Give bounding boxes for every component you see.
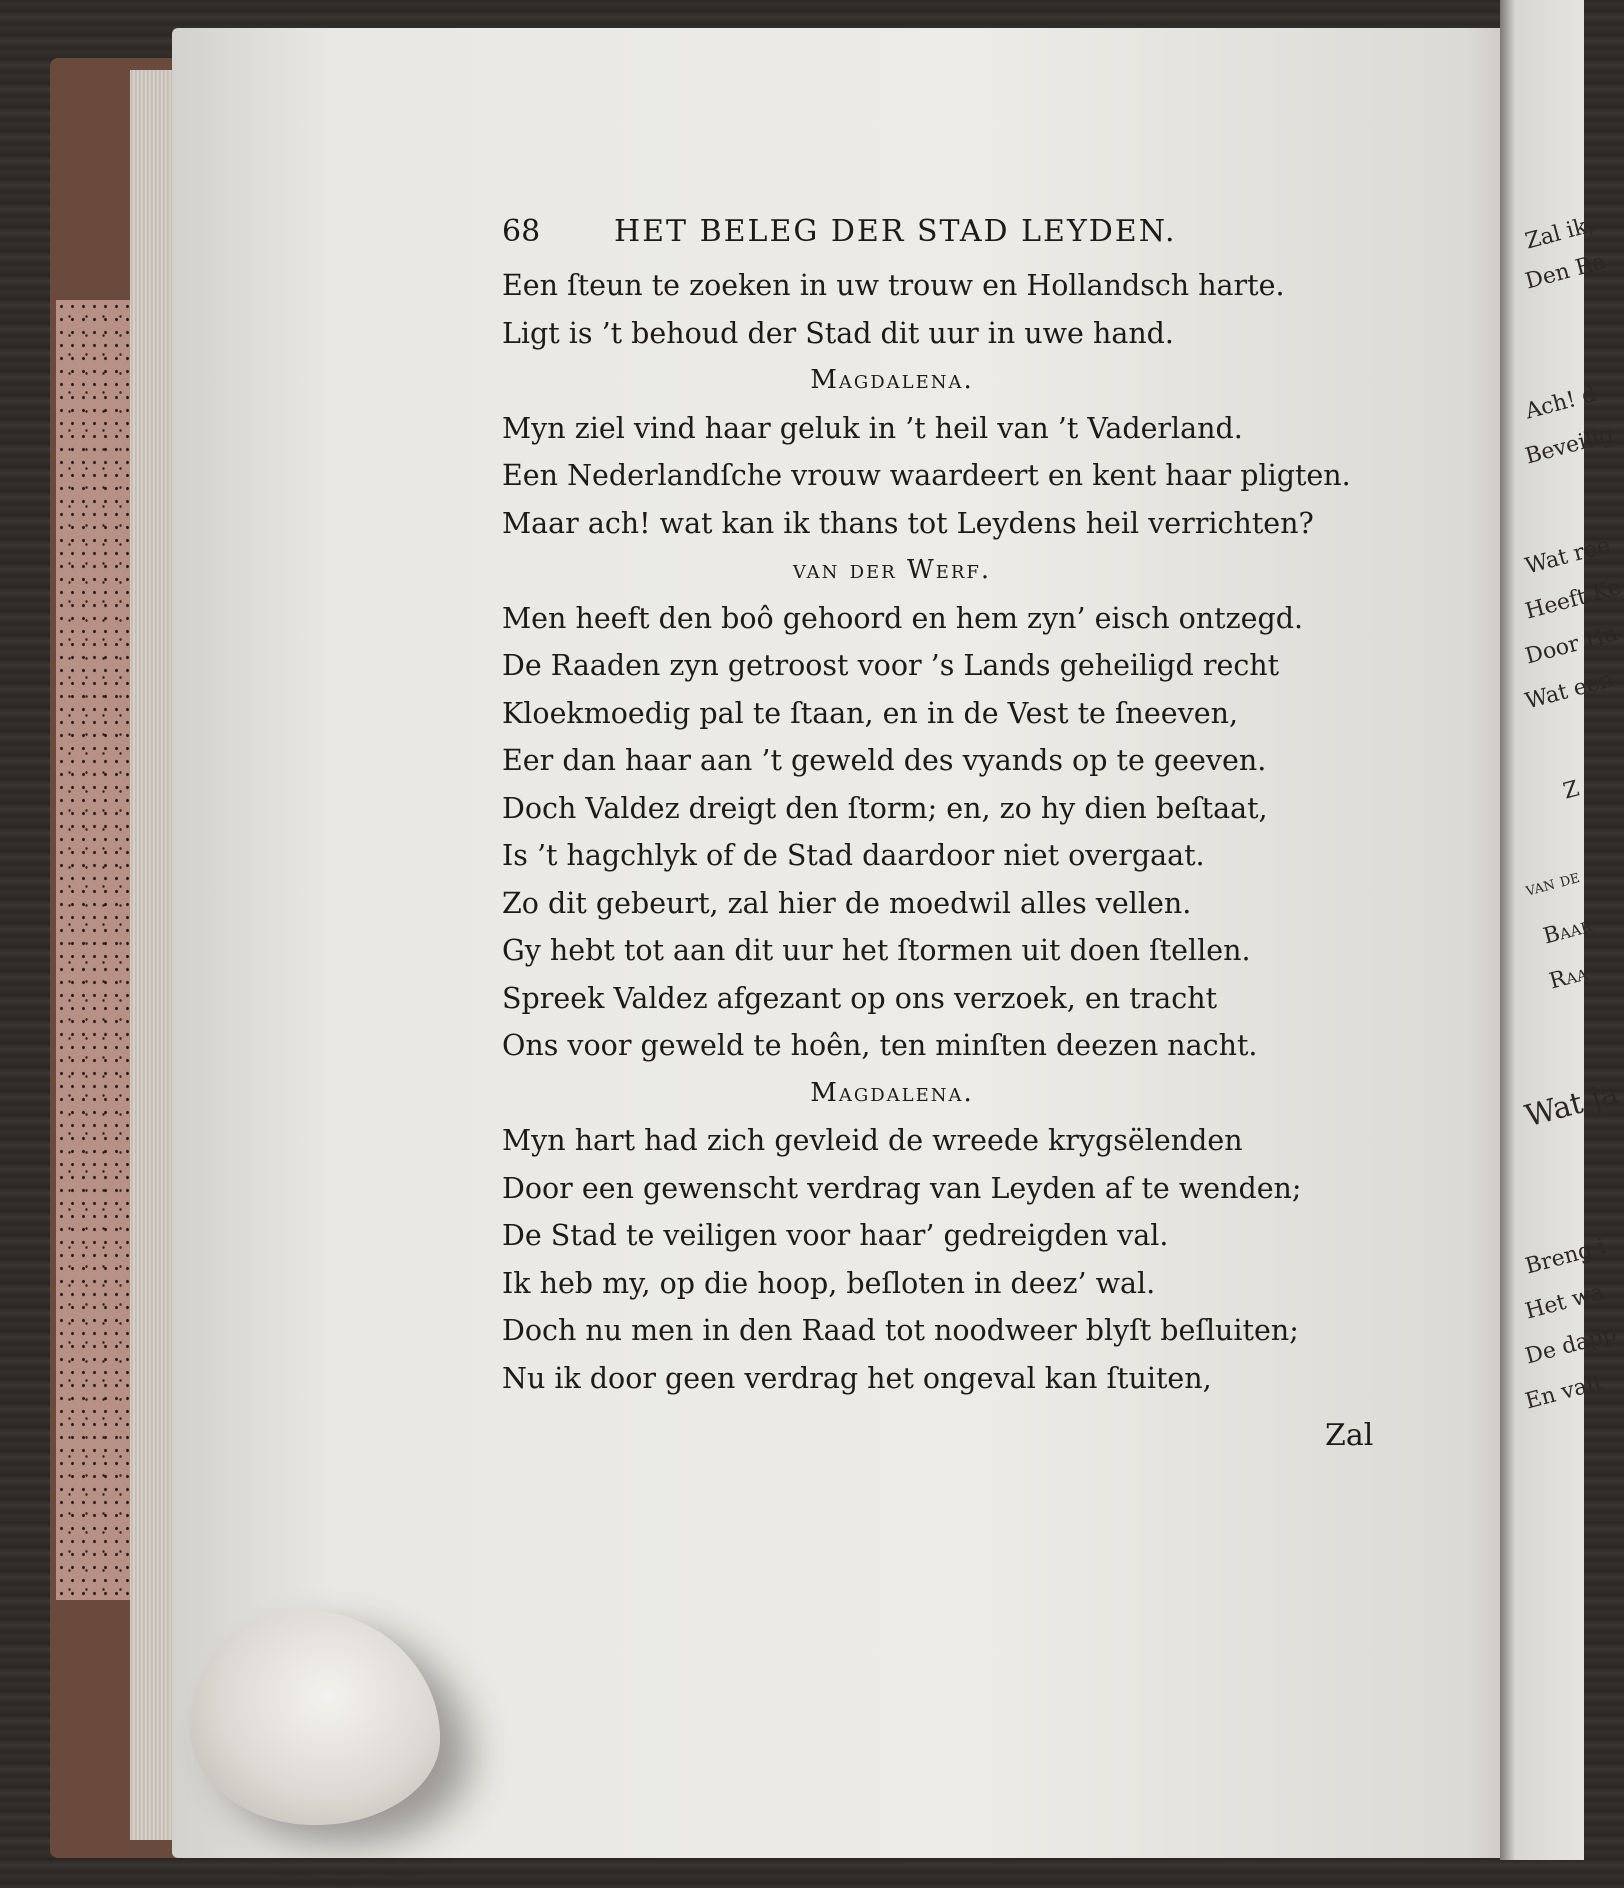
facing-page-fragment: Het wa bbox=[1522, 1279, 1607, 1325]
verse-line: Eer dan haar aan ’t geweld des vyands op te geeven. bbox=[502, 744, 1267, 777]
verse-line: Myn ziel vind haar geluk in ’t heil van ’t Vaderland. bbox=[502, 411, 1243, 445]
verse-line: Ik heb my, op die hoop, beſloten in deez’ wal. bbox=[502, 1266, 1156, 1300]
verse-line: Gy hebt tot aan dit uur het ſtormen uit doen ſtellen. bbox=[502, 934, 1251, 967]
verse-line: Een Nederlandſche vrouw waardeert en kent haar pligten. bbox=[502, 459, 1351, 492]
facing-page-fragment: Ach! d bbox=[1522, 381, 1600, 425]
speaker-heading: Magdalena. bbox=[810, 365, 974, 395]
running-head bbox=[502, 210, 1402, 262]
verse-line: Kloekmoedig pal te ſtaan, en in de Vest te ſneeven, bbox=[502, 696, 1239, 730]
verse-line: Maar ach! wat kan ik thans tot Leydens heil verrichten? bbox=[502, 506, 1314, 540]
facing-page-fragment: Baar bbox=[1540, 912, 1595, 950]
speckled-leather-binding bbox=[56, 300, 136, 1600]
facing-page-fragment: Heeft Ke bbox=[1522, 575, 1624, 625]
facing-page-fragment: Wat roe bbox=[1522, 533, 1613, 580]
facing-page-fragment: Wat ja bbox=[1521, 1076, 1623, 1135]
facing-page-fragment: Den Ra bbox=[1522, 249, 1609, 295]
running-title: HET BELEG DER STAD LEYDEN. bbox=[614, 214, 1177, 249]
facing-page-fragment: van de bbox=[1523, 866, 1582, 901]
page-text bbox=[502, 210, 1402, 1402]
verse-line: Ons voor geweld te hoên, ten minſten deezen nacht. bbox=[502, 1029, 1258, 1062]
facing-page-fragment: Raa bbox=[1546, 960, 1591, 995]
speaker-heading: van der Werf. bbox=[792, 555, 992, 585]
page-number: 68 bbox=[502, 214, 541, 249]
verse-line: Een ſteun te zoeken in uw trouw en Hollandsch harte. bbox=[502, 269, 1285, 302]
verse-line: Doch nu men in den Raad tot noodweer blyſt beſluiten; bbox=[502, 1314, 1299, 1347]
verse-line: Men heeft den boô gehoord en hem zyn’ eisch ontzegd. bbox=[502, 601, 1304, 635]
facing-page-fragment: Wat een bbox=[1522, 667, 1617, 715]
verse-line: Door een gewenscht verdrag van Leyden af te wenden; bbox=[502, 1171, 1302, 1205]
facing-page-fragment: Beveilig bbox=[1522, 422, 1617, 470]
verse-line: Ligt is ’t behoud der Stad dit uur in uwe hand. bbox=[502, 316, 1174, 350]
facing-page-fragment: Door Ha bbox=[1522, 621, 1620, 670]
speaker-heading: Magdalena. bbox=[810, 1077, 974, 1108]
facing-page-fragment: En valt bbox=[1522, 1370, 1606, 1415]
verse-line: Doch Valdez dreigt den ſtorm; en, zo hy dien beſtaat, bbox=[502, 791, 1268, 825]
facing-page-edge bbox=[1500, 0, 1624, 1860]
facing-page-fragment: Zal ik, bbox=[1522, 212, 1597, 255]
verse-line: De Stad te veiligen voor haar’ gedreigden val. bbox=[502, 1219, 1169, 1252]
facing-page-fragment: Z bbox=[1560, 776, 1583, 805]
verse-line: Nu ik door geen verdrag het ongeval kan ſtuiten, bbox=[502, 1361, 1212, 1395]
verse-line: Spreek Valdez afgezant op ons verzoek, en tracht bbox=[502, 981, 1218, 1015]
catchword: Zal bbox=[1325, 1418, 1374, 1453]
facing-page-fragment: De dapp bbox=[1522, 1321, 1620, 1370]
verse-line: Zo dit gebeurt, zal hier de moedwil alles vellen. bbox=[502, 886, 1192, 920]
verse-line: Is ’t hagchlyk of de Stad daardoor niet overgaat. bbox=[502, 839, 1205, 872]
verse-line: De Raaden zyn getroost voor ’s Lands geheiligd recht bbox=[502, 649, 1280, 682]
verse-line: Myn hart had zich gevleid de wreede krygsëlenden bbox=[502, 1124, 1243, 1157]
facing-page-fragment: Breng i bbox=[1522, 1234, 1609, 1280]
